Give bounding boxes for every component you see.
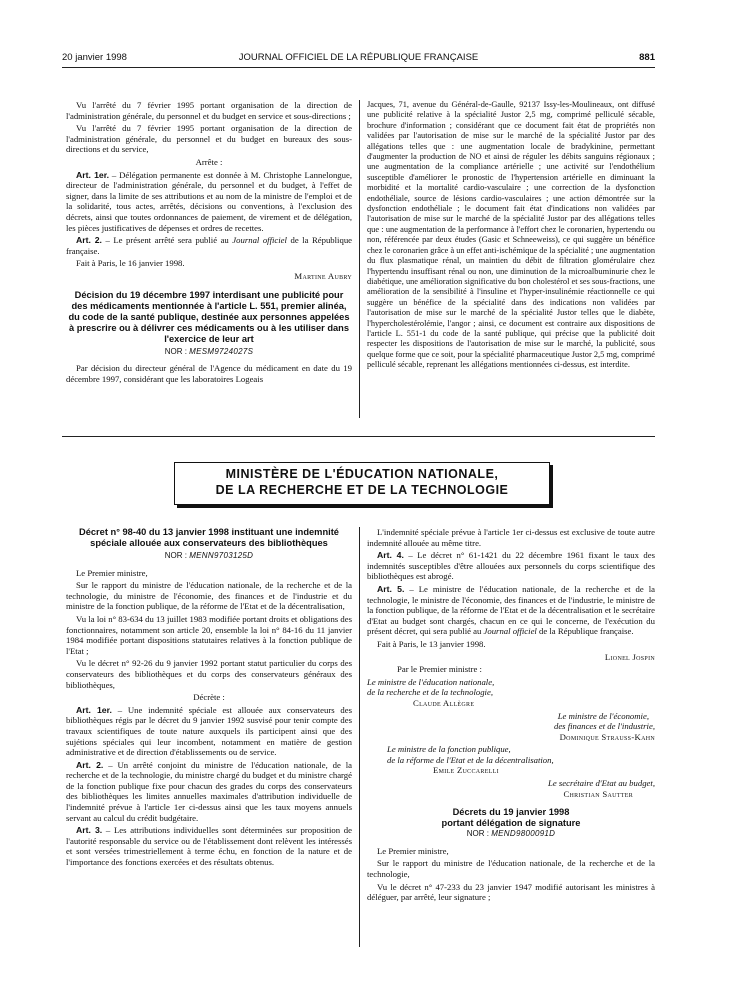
- decrete-heading: Décrète :: [193, 692, 225, 703]
- nor-reference: [66, 347, 352, 358]
- article-text: – Le présent arrêté sera publié au: [101, 235, 233, 246]
- nor-code: MESM9724027S: [189, 346, 254, 356]
- paragraph: Le Premier ministre,: [76, 567, 148, 578]
- paragraph: Jacques, 71, avenue du Général-de-Gaulle, 92137 Issy-les-Moulineaux, ont diffusé une publicité relative à la spécialité Justor 2,5 mg, comprimé pelliculé sécable, brochure d'information ; considérant que ce document fait état de propriétés non validées par l'autorisation de mise sur le marché de la spécialité Justor par des allégations telles que : une augmentation locale de bradykinine, permettant d'augmenter la production de NO et ainsi de réguler les débits sanguins régionaux ; une augmentation de la compliance artérielle ; une activité sur l'endothélium susceptible d'améliorer le pronostic de l'hypertension artérielle en diminuant la morbidité et la mortalité cardio-vasculaire ; une correction de la dysfonction endothéliale, source de lésions cardio-vasculaires ; une action démontrée sur la dysfonction endothéliale ; le document fait état d'indications non validées par l'autorisation de mise sur le marché de la spécialité Justor par des allégations telles que : une augmentation de la performance à l'effort chez le coronarien, hypertendu ou non, référencée par deux études (Gasic et Schneeweiss), ce qui suggère un bénéfice chez le coronarien grâce à un effet anti-ischémique de la spécialité ; une augmentation du flux plasmatique rénal, un maintien du débit de filtration glomérulaire chez l'hypertendu insuffisant rénal ou non, une diminution de la microalbuminurie chez le diabétique, une amélioration significative du bon cholestérol et ses sous-fractions, une amélioration de la sensibilité à l'insuline et l'hyper-insulinémie réactionnelle ce qui suggère un bénéfice de la spécialité dans des indications non validées par l'autorisation de mise sur le marché de la spécialité Justor telles que le diabète, l'hypercholestérolémie, l'angor ; ainsi, ce document est contraire aux dispositions de l'article L. 551-1 du code de la santé publique, qui précise que la publicité doit respecter les dispositions de l'autorisation de mise sur le marché, la publicité, sous quelque forme que ce soit, pour la spécialité pharmaceutique Justor 2,5 mg, comprimé pelliculé sécable, reprenant les allégations mentionnées ci-dessus, est interdite.: [367, 100, 656, 370]
- article-label: Art. 5.: [377, 583, 405, 594]
- signatory-name: Claude Allègre: [413, 697, 475, 708]
- paragraph: L'indemnité spéciale prévue à l'article 1er ci-dessus est exclusive de toute autre indemnité allouée au même titre.: [367, 527, 655, 548]
- article-4: [367, 550, 655, 582]
- signatory-title: de la recherche et de la technologie,: [367, 687, 493, 698]
- paragraph: Vu l'arrêté du 7 février 1995 portant organisation de la direction de l'administration générale, du personnel et du budget en bureaux des sous-directions et du service,: [66, 123, 352, 155]
- nor-code: MENN9703125D: [189, 551, 254, 560]
- signatory-title: Le ministre de la fonction publique,: [387, 744, 511, 755]
- nor-label: NOR :: [466, 829, 492, 839]
- article-label: Art. 2.: [76, 759, 104, 770]
- signatory-name: Emile Zuccarelli: [433, 765, 499, 776]
- signatory-name: Christian Sautter: [563, 788, 633, 799]
- paragraph: Sur le rapport du ministre de l'éducation nationale, de la recherche et de la technologie, du ministre de l'économie, des finances et de l'industrie et du ministre de la fonction publique, de la réforme de l'Etat et de la décentralisation,: [66, 580, 352, 612]
- signature: Martine Aubry: [294, 270, 352, 281]
- ministry-heading-line: MINISTÈRE DE L'ÉDUCATION NATIONALE,: [225, 467, 499, 481]
- fait-a-paris: Fait à Paris, le 16 janvier 1998.: [76, 258, 185, 269]
- signature-block-fonction-publique: [367, 744, 655, 776]
- nor-code: MEND9800091D: [491, 829, 556, 839]
- article-2: [66, 235, 352, 256]
- header-journal-title: JOURNAL OFFICIEL DE LA RÉPUBLIQUE FRANÇAISE: [238, 52, 479, 63]
- header-page-number: 881: [639, 52, 655, 63]
- paragraph: Vu le décret n° 92-26 du 9 janvier 1992 portant statut particulier du corps des conservateurs des bibliothèques et du corps des conservateurs généraux des bibliothèques,: [66, 658, 352, 690]
- article-text: de la République française.: [536, 626, 634, 637]
- signature-block-budget: [367, 778, 655, 799]
- article-label: Art. 1er.: [76, 704, 112, 715]
- article-3: [66, 825, 352, 867]
- paragraph: Le Premier ministre,: [377, 845, 449, 856]
- section-rule: [62, 436, 655, 437]
- article-label: Art. 2.: [76, 235, 102, 246]
- signature-block-education: [367, 677, 655, 709]
- arrete-heading: Arrête :: [195, 156, 223, 167]
- article-text: – Le ministre de l'éducation nationale, de la recherche et de la technologie, le ministre de l'économie, des finances et de l'industrie, le ministre de la fonction publique, de la réforme de l'Etat et de la décentralisation et le secrétaire d'Etat au budget sont chargés, chacun en ce qui le concerne, de l'exécution du présent décret, qui sera publié au: [367, 583, 655, 637]
- top-left-column: [66, 100, 352, 386]
- article-text: – Délégation permanente est donnée à M. Christophe Lannelongue, directeur de l'administration générale, du personnel et du budget, à l'effet de signer, dans la limite de ses attributions et au nom de la ministre de l'emploi et de la solidarité, tous actes, arrêtés, décisions ou conventions, à l'exclusion des décrets, ainsi que toutes ordonnances de paiement, de virement et de délégation, les pièces justificatives de dépenses et ordres de recettes.: [66, 169, 352, 233]
- decision-title: Décision du 19 décembre 1997 interdisant une publicité pour des médicaments mentionnée à l'article L. 551, premier alinéa, du code de la santé publique, destinée aux personnes appelées à prescrire ou à délivrer ces médicaments ou à les utiliser dans l'exercice de leur art: [68, 289, 350, 344]
- paragraph: Sur le rapport du ministre de l'éducation nationale, de la recherche et de la technologie,: [367, 858, 655, 880]
- decrets-title-line: portant délégation de signature: [441, 818, 581, 829]
- decret-title: Décret n° 98-40 du 13 janvier 1998 instituant une indemnité spéciale allouée aux conservateurs des bibliothèques: [79, 527, 339, 548]
- paragraph: Par décision du directeur général de l'Agence du médicament en date du 19 décembre 1997, considérant que les laboratoires Logeais: [66, 363, 352, 384]
- signature-block-economie: [367, 711, 655, 743]
- article-1: [66, 170, 352, 234]
- column-divider: [359, 527, 360, 947]
- signatory-title: Le ministre de l'économie,: [557, 710, 649, 721]
- top-right-column: [367, 100, 655, 373]
- header-date: 20 janvier 1998: [62, 52, 127, 63]
- signatory-title: de la réforme de l'Etat et de la décentralisation,: [387, 754, 554, 765]
- page-header: [62, 52, 655, 66]
- article-label: Art. 3.: [76, 825, 103, 836]
- ministry-heading-line: DE LA RECHERCHE ET DE LA TECHNOLOGIE: [215, 483, 509, 497]
- nor-reference: [66, 551, 352, 562]
- article-text-italic: Journal officiel: [232, 235, 287, 246]
- paragraph: Vu l'arrêté du 7 février 1995 portant organisation de la direction de l'administration générale, du personnel et du budget en service et sous-directions ;: [66, 100, 352, 121]
- signature-pm: Lionel Jospin: [604, 651, 655, 662]
- decrets-title-line: Décrets du 19 janvier 1998: [452, 807, 570, 818]
- article-text: de la République française.: [66, 235, 353, 256]
- paragraph: Vu la loi n° 83-634 du 13 juillet 1983 modifiée portant droits et obligations des fonctionnaires, notamment son article 20, ensemble la loi n° 84-16 du 11 janvier 1984 modifiée portant dispositions statutaires relatives à la fonction publique de l'Etat ;: [66, 613, 352, 656]
- article-text: – Les attributions individuelles sont déterminées sur proposition de l'autorité responsable du service ou de l'établissement dont relèvent les intéressés et sont versées trimestriellement à terme échu, en fonction de la nature et de l'importance des fonctions exercées et des résultats obtenus.: [66, 825, 352, 868]
- ministry-heading-box: [174, 462, 550, 505]
- signatory-name: Dominique Strauss-Kahn: [559, 731, 655, 742]
- article-text: – Un arrêté conjoint du ministre de l'éducation nationale, de la recherche et de la technologie, du ministre chargé du budget et du ministre chargé de la fonction publique fixe pour chacun des grades du corps des conservateurs des bibliothèques les limites annuelles maximales d'attribution individuelle de l'indemnité prévue à l'article 1er ci-dessus ainsi que les taux moyens annuels servant au calcul du crédit budgétaire.: [66, 759, 353, 823]
- signatory-title: Le secrétaire d'Etat au budget,: [548, 778, 655, 789]
- fait-a-paris: Fait à Paris, le 13 janvier 1998.: [377, 638, 486, 649]
- article-label: Art. 1er.: [76, 169, 110, 180]
- decrets-title: [367, 807, 655, 829]
- article-text-italic: Journal officiel: [483, 626, 537, 637]
- signatory-title: des finances et de l'industrie,: [553, 721, 655, 732]
- article-2: [66, 760, 352, 824]
- column-divider: [359, 100, 360, 418]
- article-label: Art. 4.: [377, 550, 404, 561]
- signatory-title: Le ministre de l'éducation nationale,: [367, 676, 495, 687]
- bottom-right-column: [367, 527, 655, 905]
- article-text: – Une indemnité spéciale est allouée aux conservateurs des bibliothèques régis par le décret du 9 janvier 1992 susvisé pour tenir compte des travaux scientifiques de toute nature auxquels ils participent ainsi que des sujétions spéciales qui leur incombent, notamment en matière de gestion administrative et de direction d'établissements ou de service.: [66, 704, 352, 758]
- article-text: – Le décret n° 61-1421 du 22 décembre 1961 fixant le taux des indemnités susceptibles d'être allouées aux personnels du corps scientifique des bibliothèques est abrogé.: [367, 550, 655, 582]
- paragraph: Vu le décret n° 47-233 du 23 janvier 1947 modifié autorisant les ministres à déléguer, par arrêté, leur signature ;: [367, 881, 655, 903]
- article-5: [367, 584, 655, 637]
- nor-label: NOR :: [164, 551, 190, 560]
- nor-reference: [367, 829, 655, 840]
- nor-label: NOR :: [164, 346, 190, 356]
- bottom-left-column: [66, 527, 352, 870]
- article-1: [66, 705, 352, 758]
- header-rule: [62, 67, 655, 68]
- par-premier-ministre: Par le Premier ministre :: [397, 664, 482, 675]
